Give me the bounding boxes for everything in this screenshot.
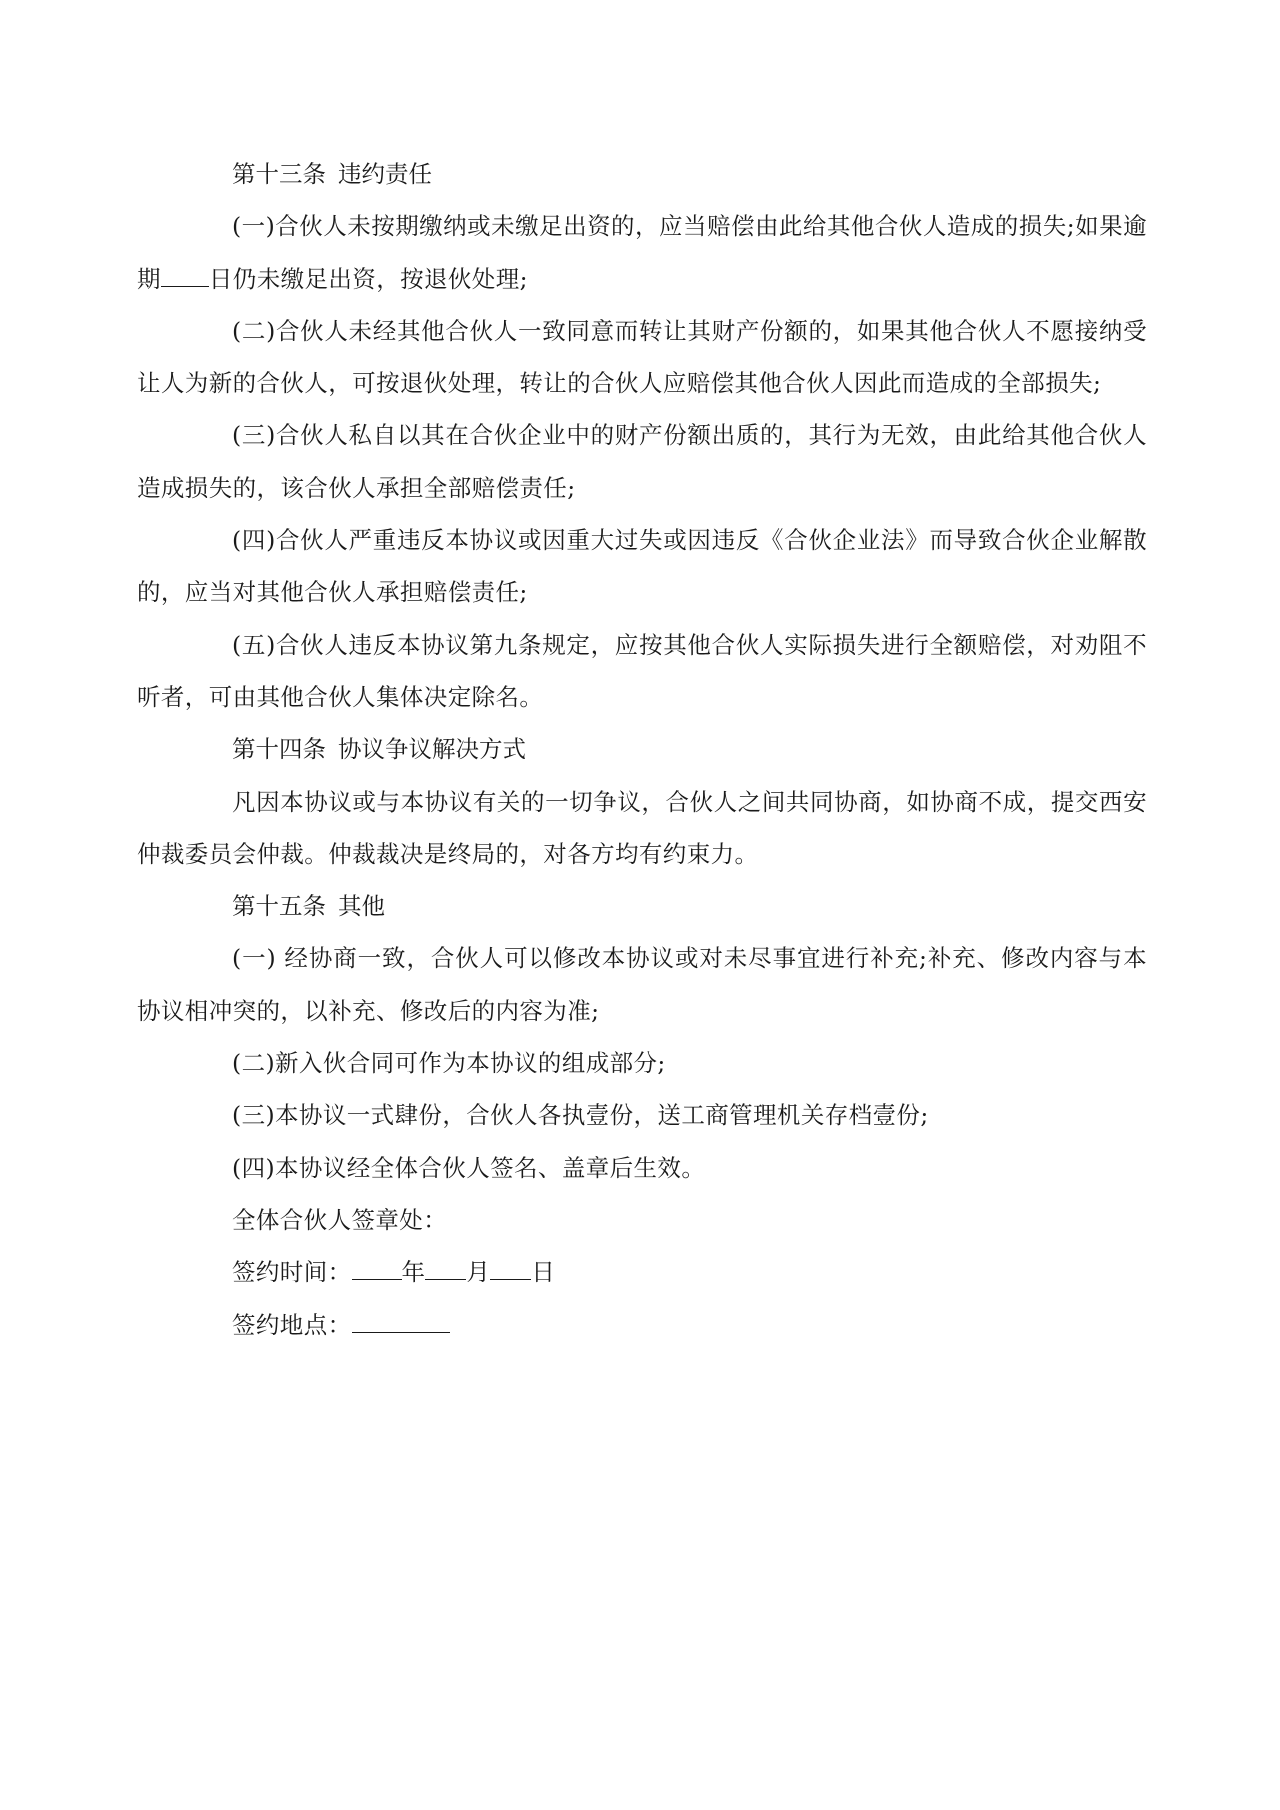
signing-place-line (137, 1299, 1147, 1351)
signing-place-label: 签约地点： (232, 1310, 352, 1339)
article-13-item-1-text: (一)合伙人未按期缴纳或未缴足出资的，应当赔偿由此给其他合伙人造成的损失;如果逾期 (137, 212, 1147, 293)
article-15-item-4: (四)本协议经全体合伙人签名、盖章后生效。 (232, 1153, 706, 1182)
article-14-heading (137, 723, 1147, 775)
article-15-heading (137, 880, 1147, 932)
article-15-item-2: (二)新入伙合同可作为本协议的组成部分; (232, 1049, 666, 1078)
document-body (137, 148, 1147, 1351)
signing-date-label: 签约时间： (232, 1258, 352, 1287)
article-13-item-3: (三)合伙人私自以其在合伙企业中的财产份额出质的，其行为无效，由此给其他合伙人造成损失的，该合伙人承担全部赔偿责任; (137, 421, 1147, 502)
day-label: 日 (531, 1258, 556, 1287)
article-15-item-1: (一) 经协商一致，合伙人可以修改本协议或对未尽事宜进行补充;补充、修改内容与本协议相冲突的，以补充、修改后的内容为准; (137, 944, 1147, 1025)
article-15-item-3: (三)本协议一式肆份，合伙人各执壹份，送工商管理机关存档壹份; (232, 1101, 929, 1130)
article-13-number: 第十三条 (232, 160, 326, 188)
article-13-title: 违约责任 (338, 160, 432, 188)
article-14-title: 协议争议解决方式 (338, 735, 526, 764)
place-blank (352, 1310, 450, 1333)
signing-date-line (137, 1246, 1147, 1298)
year-blank (352, 1257, 402, 1280)
article-13-item-5: (五)合伙人违反本协议第九条规定，应按其他合伙人实际损失进行全额赔偿，对劝阻不听者，可由其他合伙人集体决定除名。 (137, 630, 1147, 711)
year-label: 年 (401, 1258, 426, 1287)
overdue-days-blank (161, 264, 209, 287)
article-14-body: 凡因本协议或与本协议有关的一切争议，合伙人之间共同协商，如协商不成，提交西安仲裁委员会仲裁。仲裁裁决是终局的，对各方均有约束力。 (137, 787, 1147, 868)
article-13-item-2: (二)合伙人未经其他合伙人一致同意而转让其财产份额的，如果其他合伙人不愿接纳受让人为新的合伙人，可按退伙处理，转让的合伙人应赔偿其他合伙人因此而造成的全部损失; (137, 316, 1147, 398)
signature-label: 全体合伙人签章处： (232, 1205, 448, 1234)
month-blank (425, 1257, 466, 1280)
article-14-number: 第十四条 (232, 735, 326, 764)
article-13-item-1 (137, 200, 1147, 305)
article-15-number: 第十五条 (232, 892, 326, 921)
article-15-title: 其他 (338, 892, 385, 921)
article-13-item-1-tail: 日仍未缴足出资，按退伙处理; (208, 264, 528, 293)
article-13-heading (137, 148, 1147, 200)
month-label: 月 (466, 1258, 491, 1287)
article-13-item-4: (四)合伙人严重违反本协议或因重大过失或因违反《合伙企业法》而导致合伙企业解散的，应当对其他合伙人承担赔偿责任; (137, 526, 1147, 607)
day-blank (490, 1257, 531, 1280)
